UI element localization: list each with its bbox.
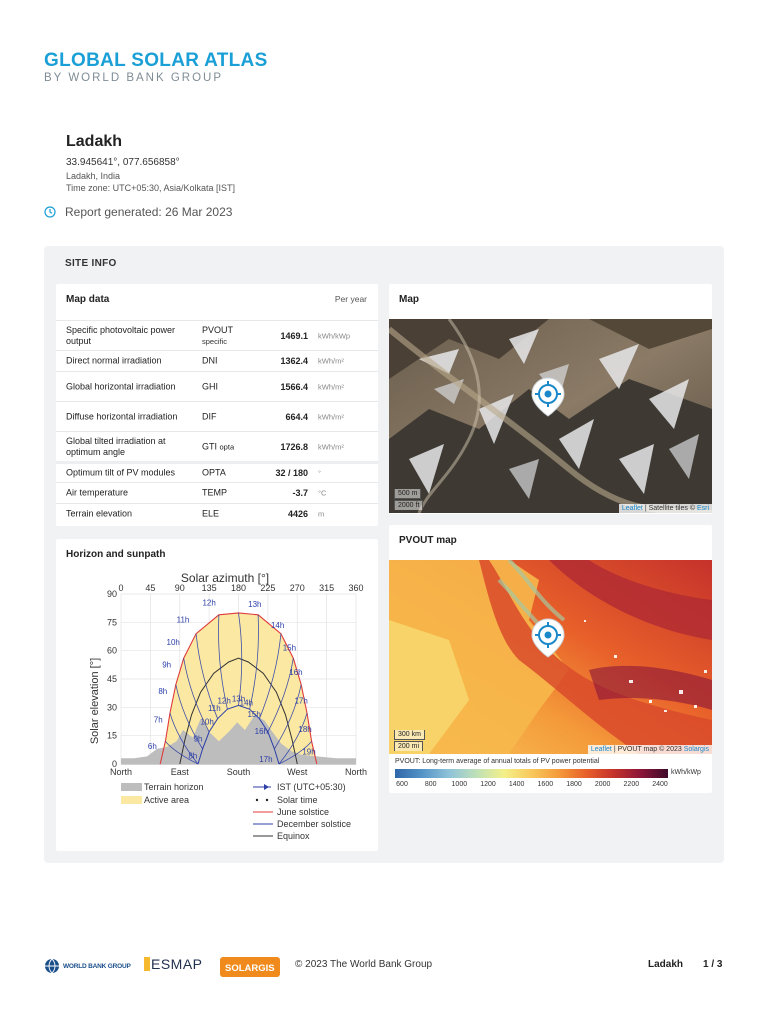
table-row — [56, 320, 378, 350]
esmap-bar-icon — [144, 957, 150, 971]
row-value: 1566.4 — [280, 381, 308, 392]
row-name: Terrain elevation — [66, 508, 133, 519]
legend-swatch-terrain — [121, 783, 142, 791]
solargis-link[interactable]: Solargis — [683, 746, 709, 753]
site-coordinates: 33.945641°, 077.656858° — [66, 157, 180, 168]
row-value: 1469.1 — [280, 330, 308, 341]
pvout-scale-imperial: 200 mi — [394, 741, 423, 751]
hour-label-june: 7h — [153, 715, 163, 725]
legend-terrain: Terrain horizon — [144, 782, 204, 792]
table-row — [56, 371, 378, 401]
leaflet-link[interactable]: Leaflet — [621, 505, 643, 512]
legend-swatch-active — [121, 796, 142, 804]
row-abbr — [202, 441, 234, 452]
hour-label-june: 10h — [166, 638, 180, 647]
attribution-text: | Satellite tiles © — [642, 505, 697, 512]
hour-label-june: 17h — [294, 696, 308, 706]
row-abbr: GHI — [202, 381, 219, 391]
legend-tick-label: 1200 — [480, 781, 496, 788]
hour-label-june: 16h — [289, 668, 303, 678]
brand-title: GLOBAL SOLAR ATLAS — [44, 50, 268, 71]
legend-equinox: Equinox — [277, 831, 310, 841]
row-unit: kWh/kWp — [318, 331, 351, 340]
footer-site-name: Ladakh — [648, 959, 684, 970]
site-name: Ladakh — [66, 133, 123, 150]
y-tick-label: 15 — [106, 730, 117, 741]
table-row — [56, 401, 378, 431]
x-tick-label: 225 — [260, 583, 276, 593]
legend-tick-label: 2400 — [652, 781, 668, 788]
hour-label-june: 13h — [248, 600, 262, 610]
row-name: Global horizontal irradiation — [66, 381, 176, 391]
solargis-logo — [220, 957, 280, 977]
hour-label-june: 8h — [158, 687, 168, 697]
brand-subtitle: BY WORLD BANK GROUP — [44, 72, 224, 84]
row-value: 32 / 180 — [275, 468, 308, 478]
x-tick-label: 45 — [145, 583, 156, 593]
row-abbr-text: GTI — [202, 441, 217, 451]
esmap-logo — [144, 956, 203, 972]
leaflet-link[interactable]: Leaflet — [590, 746, 612, 753]
row-name: Global tilted irradiation at optimum angle — [66, 435, 166, 457]
clock-icon — [44, 206, 56, 218]
esri-link[interactable]: Esri — [696, 505, 709, 512]
map-title: Map — [399, 294, 419, 305]
legend-tick-label: 800 — [424, 781, 437, 788]
legend-december: December solstice — [277, 819, 352, 829]
hour-label-june: 6h — [147, 741, 157, 751]
hour-label-december: 10h — [200, 717, 214, 727]
hour-label-june: 19h — [302, 747, 316, 757]
satellite-map[interactable] — [389, 319, 712, 513]
x-tick-label: 0 — [118, 583, 124, 593]
x-tick-label: 90 — [174, 583, 185, 593]
legend-tick-label: 2200 — [623, 781, 640, 788]
sunpath-legend — [121, 782, 351, 841]
table-row — [56, 350, 378, 371]
row-unit: ° — [318, 468, 321, 478]
row-unit: m — [318, 509, 325, 519]
attribution-text: | PVOUT map © 2023 — [611, 746, 684, 753]
row-value: 1362.4 — [280, 356, 308, 366]
pvout-legend-bar — [395, 769, 668, 778]
world-bank-text: WORLD BANK GROUP — [63, 962, 131, 970]
y-tick-label: 30 — [106, 702, 117, 713]
map-data-table — [56, 320, 378, 524]
solargis-text: SOLARGIS — [225, 963, 275, 974]
report-date-row — [44, 205, 232, 219]
row-abbr: DIF — [202, 411, 217, 421]
row-value: 4426 — [287, 509, 308, 519]
pvout-scale-metric: 300 km — [394, 730, 425, 740]
pvout-map[interactable] — [389, 560, 712, 754]
pvout-legend-caption: PVOUT: Long-term average of annual totals of PV power potential — [395, 758, 600, 765]
row-name: Specific photovoltaic power output — [66, 324, 176, 346]
row-unit: kWh/m² — [318, 382, 344, 391]
location-marker-icon[interactable] — [531, 618, 565, 658]
hour-label-december: 9h — [193, 734, 203, 744]
site-region: Ladakh, India — [66, 171, 121, 181]
horizon-title: Horizon and sunpath — [66, 549, 166, 560]
table-row — [56, 503, 378, 524]
x-tick-label: 180 — [230, 583, 247, 593]
x-tick-label: 270 — [289, 583, 305, 593]
compass-label: North — [344, 767, 368, 777]
y-tick-label: 0 — [111, 759, 117, 769]
hour-label-december: 8h — [188, 751, 198, 761]
pvout-legend-unit: kWh/kWp — [671, 769, 701, 776]
x-tick-label: 360 — [348, 583, 364, 593]
table-row — [56, 482, 378, 503]
row-abbr: DNI — [202, 355, 218, 366]
legend-tick-label: 1800 — [566, 781, 582, 788]
row-abbr — [202, 325, 233, 347]
per-year-label: Per year — [334, 294, 367, 304]
map-scale-imperial: 2000 ft — [394, 500, 423, 510]
map-data-card — [56, 284, 378, 526]
legend-tick-label: 1600 — [537, 781, 554, 788]
row-unit: kWh/m² — [318, 442, 344, 451]
legend-june: June solstice — [277, 807, 330, 817]
pvout-map-card — [389, 525, 712, 793]
row-unit: kWh/m² — [318, 356, 344, 366]
map-card — [389, 284, 712, 514]
x-tick-label: 315 — [319, 583, 335, 593]
y-tick-label: 75 — [106, 617, 117, 628]
world-bank-logo — [44, 958, 131, 974]
row-value: 664.4 — [285, 411, 308, 422]
legend-solar: Solar time — [277, 795, 318, 805]
hour-label-june: 11h — [176, 615, 190, 625]
legend-tick-label: 1000 — [451, 781, 468, 788]
legend-tick-label: 600 — [396, 781, 408, 788]
hour-label-june: 12h — [202, 598, 216, 608]
hour-label-december: 16h — [254, 726, 269, 736]
sunpath-y-label: Solar elevation [°] — [89, 657, 101, 745]
table-row — [56, 461, 378, 482]
legend-dot-solar — [266, 799, 268, 801]
map-scale-metric: 500 m — [394, 489, 421, 499]
copyright: © 2023 The World Bank Group — [295, 959, 433, 970]
report-date: Report generated: 26 Mar 2023 — [65, 205, 233, 219]
table-row — [56, 431, 378, 461]
x-tick-label: 135 — [201, 583, 217, 593]
site-timezone: Time zone: UTC+05:30, Asia/Kolkata [IST] — [66, 183, 235, 193]
pvout-map-title: PVOUT map — [399, 535, 457, 546]
site-info-panel — [44, 246, 724, 863]
legend-tick-label: 1400 — [508, 781, 525, 788]
legend-arrow-ist — [264, 784, 269, 790]
location-marker-icon[interactable] — [531, 377, 565, 417]
page-footer — [0, 950, 768, 980]
hour-label-december: 12h — [217, 696, 231, 706]
hour-label-december: 11h — [207, 704, 221, 714]
site-info-label: SITE INFO — [65, 258, 117, 269]
map-data-title: Map data — [66, 294, 110, 305]
row-name: Direct normal irradiation — [66, 355, 162, 366]
compass-label: North — [109, 767, 133, 777]
horizon-card — [56, 539, 378, 851]
y-tick-label: 45 — [106, 674, 117, 684]
hour-label-december: 17h — [259, 755, 273, 765]
hour-label-december: 15h — [247, 709, 261, 719]
hour-label-december: 13h — [231, 694, 246, 704]
compass-label: South — [226, 767, 251, 777]
esmap-text: ESMAP — [151, 956, 203, 972]
y-tick-label: 60 — [106, 645, 117, 656]
hour-label-june: 9h — [162, 660, 172, 670]
pvout-attribution — [588, 745, 712, 754]
row-abbr: TEMP — [202, 487, 228, 498]
row-abbr: ELE — [202, 508, 220, 519]
row-name: Diffuse horizontal irradiation — [66, 411, 178, 421]
hour-label-december: 14h — [239, 698, 254, 708]
y-tick-label: 90 — [106, 589, 117, 599]
row-unit: °C — [318, 488, 327, 498]
map-attribution — [619, 504, 712, 513]
row-abbr-sub: specific — [202, 336, 228, 346]
row-abbr-text: PVOUT — [202, 324, 234, 335]
row-value: 1726.8 — [280, 441, 308, 452]
compass-label: West — [287, 767, 308, 777]
hour-label-june: 14h — [270, 621, 285, 630]
legend-tick-label: 2000 — [594, 781, 611, 788]
row-value: -3.7 — [292, 488, 308, 498]
row-abbr-tail: opta — [219, 442, 235, 451]
row-name: Optimum tilt of PV modules — [66, 467, 176, 478]
row-name: Air temperature — [66, 487, 129, 498]
sunpath-axis-title: Solar azimuth [°] — [180, 571, 270, 585]
compass-label: East — [170, 767, 189, 777]
hour-label-june: 18h — [298, 724, 312, 734]
row-unit: kWh/m² — [318, 412, 344, 421]
sunpath-chart — [56, 539, 378, 851]
globe-icon — [44, 958, 60, 974]
page-number: 1 / 3 — [703, 959, 723, 970]
row-abbr: OPTA — [202, 467, 226, 478]
legend-dot-solar — [256, 799, 258, 801]
hour-label-june: 15h — [282, 643, 297, 653]
legend-active: Active area — [144, 795, 190, 805]
legend-ist: IST (UTC+05:30) — [277, 782, 346, 792]
